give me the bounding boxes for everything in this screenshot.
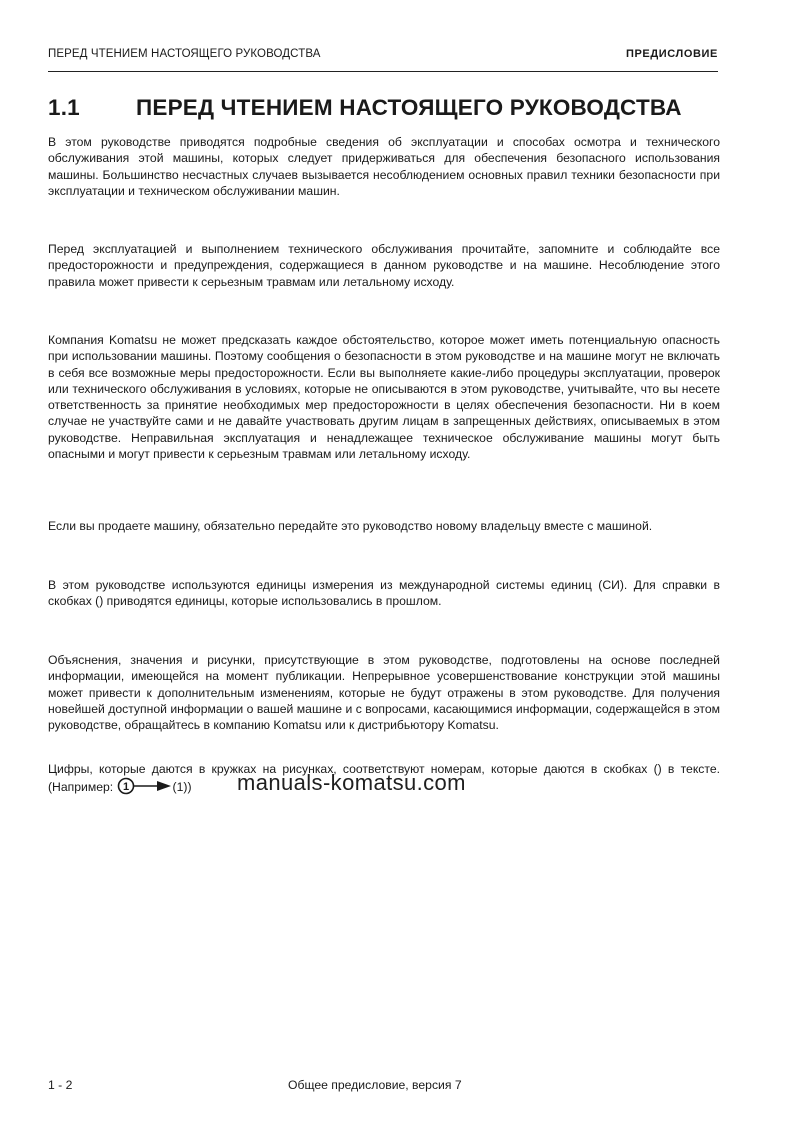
circled-numbers-text: Цифры, которые даются в кружках на рисунках, соответствуют номерам, которые даются в скобках () в тексте. (Например: [48, 762, 720, 795]
header-section-title: ПЕРЕД ЧТЕНИЕМ НАСТОЯЩЕГО РУКОВОДСТВА [48, 48, 321, 60]
section-heading [48, 95, 728, 121]
page-header [48, 48, 718, 64]
page-number: 1 - 2 [48, 1078, 73, 1092]
circled-number-arrow-icon [117, 777, 173, 795]
paragraph-selling-machine: Если вы продаете машину, обязательно передайте это руководство новому владельцу вместе с машиной. [48, 519, 653, 533]
bracket-number-text: (1)) [172, 780, 192, 795]
header-divider [48, 71, 718, 72]
paragraph-precautions: Перед эксплуатацией и выполнением технического обслуживания прочитайте, запомните и соблюдайте все предосторожности и предупреждения, содержащиеся в данном руководстве и на машине. Несоблюдение этого правила может привести к серьезным травмам или летальному исходу. [48, 242, 720, 289]
section-number: 1.1 [48, 95, 80, 120]
page-footer [48, 1078, 720, 1094]
header-chapter-title: ПРЕДИСЛОВИЕ [625, 48, 718, 60]
paragraph-intro: В этом руководстве приводятся подробные сведения об эксплуатации и способах осмотра и технического обслуживания этой машины, которых следует придерживаться для обеспечения безопасного использования машины. Большинство несчастных случаев вызывается несоблюдением основных правил техники безопасности при эксплуатации и техническом обслуживании машин. [48, 135, 720, 198]
paragraph-latest-information: Объяснения, значения и рисунки, присутствующие в этом руководстве, подготовлены на основе последней информации, имеющейся на момент публикации. Непрерывное усовершенствование конструкции этой машины может привести к дополнительным изменениям, которые не будут отражены в этом руководстве. Для получения новейшей доступной информации о вашей машине и с вопросами, касающимися информации, содержащейся в этом руководстве, обращайтесь в компанию Komatsu или к дистрибьютору Komatsu. [48, 653, 720, 733]
footer-document-title: Общее предисловие, версия 7 [288, 1078, 462, 1092]
circled-number-label: 1 [122, 781, 129, 794]
paragraph-komatsu-responsibility: Компания Komatsu не может предсказать каждое обстоятельство, которое может иметь потенциальную опасность при использовании машины. Поэтому сообщения о безопасности в этом руководстве и на машине могут не включать в себя все возможные меры предосторожности. Если вы выполняете какие-либо процедуры эксплуатации, проверок или технического обслуживания в условиях, которые не описываются в этом руководстве, учитывайте, что вы несете ответственность за принятие необходимых мер предосторожности в целях обеспечения безопасности. Ни в коем случае не участвуйте сами и не давайте участвовать другим лицам в запрещенных действиях, описываемых в этом руководстве. Неправильная эксплуатация и ненадлежащее техническое обслуживание машины могут быть опасными и могут привести к серьезным травмам или летальному исходу. [48, 333, 720, 462]
paragraph-si-units: В этом руководстве используются единицы измерения из международной системы единиц (СИ). Для справки в скобках () приводятся единицы, которые использовались в прошлом. [48, 578, 720, 609]
section-title: ПЕРЕД ЧТЕНИЕМ НАСТОЯЩЕГО РУКОВОДСТВА [136, 95, 682, 120]
watermark-text: manuals-komatsu.com [237, 770, 466, 795]
